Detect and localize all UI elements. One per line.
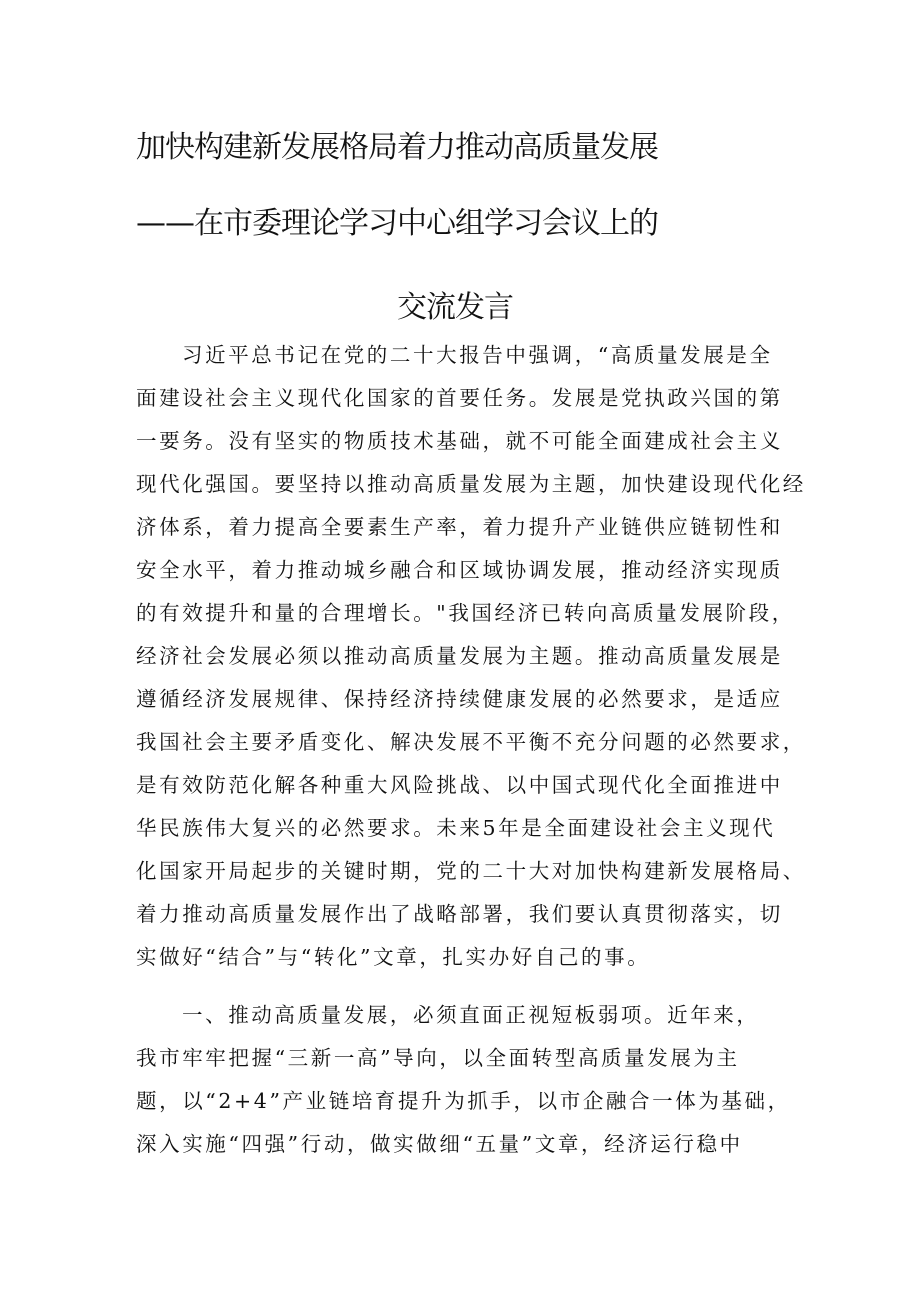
paragraph-line: 我市牢牢把握“三新一高”导向，以全面转型高质量发展为主 xyxy=(136,1046,740,1070)
paragraph-line: 深入实施“四强”行动，做实做细“五量”文章，经济运行稳中 xyxy=(136,1132,743,1156)
paragraph-line: 济体系，着力提高全要素生产率，着力提升产业链供应链韧性和 xyxy=(136,515,783,539)
document-subtitle: ——在市委理论学习中心组学习会议上的 xyxy=(136,206,658,241)
paragraph-line: 安全水平，着力推动城乡融合和区域协调发展，推动经济实现质 xyxy=(136,558,783,582)
paragraph-line: 是有效防范化解各种重大风险挑战、以中国式现代化全面推进中 xyxy=(136,773,783,797)
document-subtitle-continuation: 交流发言 xyxy=(397,290,513,325)
paragraph-line: 化国家开局起步的关键时期，党的二十大对加快构建新发展格局、 xyxy=(136,859,806,883)
paragraph-line: 实做好“结合”与“转化”文章，扎实办好自己的事。 xyxy=(136,945,651,969)
paragraph-line: 华民族伟大复兴的必然要求。未来5年是全面建设社会主义现代 xyxy=(136,816,776,840)
paragraph-line: 一要务。没有坚实的物质技术基础，就不可能全面建成社会主义 xyxy=(136,429,783,453)
paragraph-line: 我国社会主要矛盾变化、解决发展不平衡不充分问题的必然要求， xyxy=(136,730,806,754)
paragraph-line: 经济社会发展必须以推动高质量发展为主题。推动高质量发展是 xyxy=(136,644,783,668)
paragraph-line: 习近平总书记在党的二十大报告中强调，“高质量发展是全 xyxy=(182,343,773,367)
paragraph-line: 着力推动高质量发展作出了战略部署，我们要认真贯彻落实，切 xyxy=(136,902,783,926)
document-title: 加快构建新发展格局着力推动高质量发展 xyxy=(136,130,658,165)
paragraph-line: 题，以“2+4”产业链培育提升为抓手，以市企融合一体为基础， xyxy=(136,1089,791,1113)
paragraph-line: 遵循经济发展规律、保持经济持续健康发展的必然要求，是适应 xyxy=(136,687,783,711)
paragraph-line: 一、推动高质量发展，必须直面正视短板弱项。近年来， xyxy=(182,1003,760,1027)
paragraph-line: 的有效提升和量的合理增长。"我国经济已转向高质量发展阶段， xyxy=(136,601,795,625)
paragraph-line: 面建设社会主义现代化国家的首要任务。发展是党执政兴国的第 xyxy=(136,386,783,410)
paragraph-line: 现代化强国。要坚持以推动高质量发展为主题，加快建设现代化经 xyxy=(136,472,806,496)
